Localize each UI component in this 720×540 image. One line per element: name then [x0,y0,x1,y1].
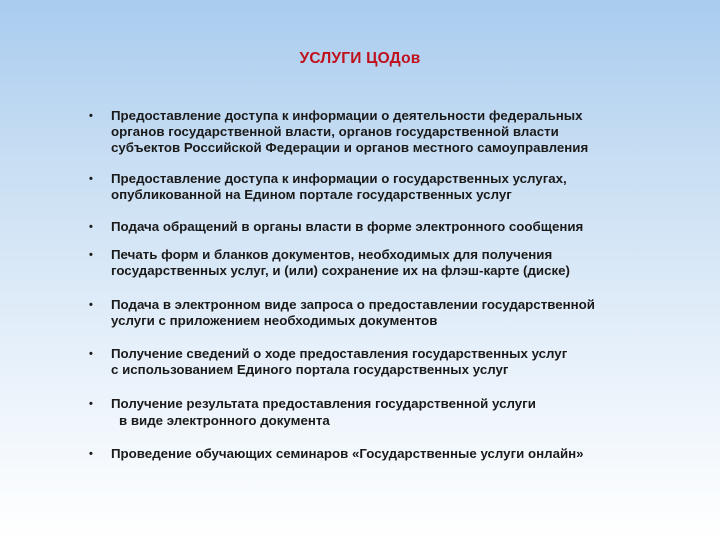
bullet-icon: • [89,398,93,411]
list-item [89,446,689,462]
item-line: Предоставление доступа к информации о государственных услугах, [111,170,567,186]
item-line: государственных услуг, и (или) сохранение их на флэш-карте (диске) [111,263,570,279]
bullet-icon: • [89,110,93,122]
list-item [89,108,689,157]
item-line: Проведение обучающих семинаров «Государственные услуги онлайн» [111,445,584,461]
item-line: Подача в электронном виде запроса о предоставлении государственной [111,296,595,312]
services-list [89,108,689,462]
item-line: с использованием Единого портала государственных услуг [111,362,509,378]
item-line: Получение сведений о ходе предоставления государственных услуг [111,346,568,362]
item-line: Получение результата предоставления государственной услуги [111,396,536,412]
item-line: Печать форм и бланков документов, необходимых для получения [111,247,553,263]
slide-title: УСЛУГИ ЦОДов [299,50,421,67]
list-item [89,297,689,329]
bullet-icon: • [89,172,93,185]
item-line: субъектов Российской Федерации и органов местного самоуправления [111,140,589,156]
item-line: услуги с приложением необходимых документов [111,312,438,328]
list-item [89,346,689,378]
list-item [89,247,689,279]
item-line: органов государственной власти, органов государственной власти [111,124,559,140]
list-item [89,219,689,235]
bullet-icon: • [89,348,93,361]
item-line: в виде электронного документа [119,412,330,428]
item-line: Предоставление доступа к информации о деятельности федеральных [111,108,583,123]
item-line: опубликованной на Едином портале государственных услуг [111,186,512,202]
list-item [89,396,689,428]
bullet-icon: • [89,249,93,262]
bullet-icon: • [89,298,93,311]
list-item [89,171,689,203]
bullet-icon: • [89,447,93,460]
item-line: Подача обращений в органы власти в форме электронного сообщения [111,219,584,235]
bullet-icon: • [89,221,93,234]
